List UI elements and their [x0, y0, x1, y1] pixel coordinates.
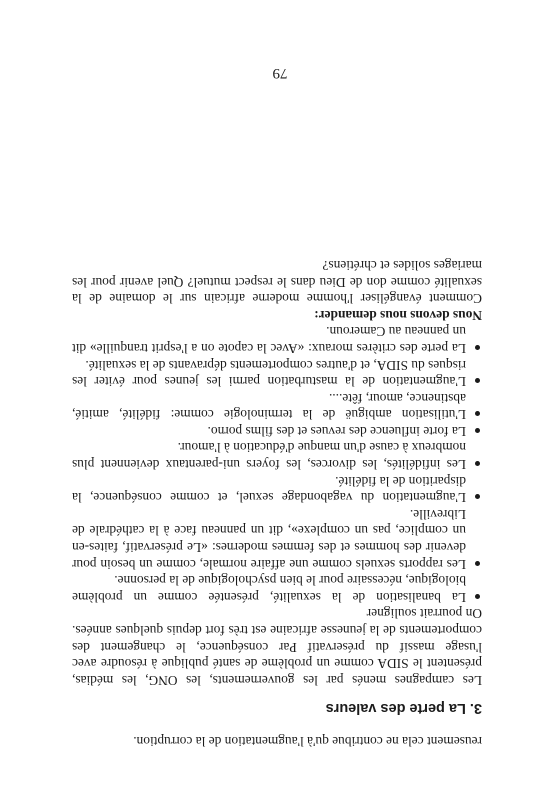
question-subheading: Nous devons nous demander: [314, 307, 482, 323]
section-heading: 3. La perte des valeurs [325, 700, 482, 717]
bullet-icon [475, 411, 480, 416]
bullet-icon [475, 561, 480, 566]
list-item-text: Les rapports sexuels comme une affaire normale, comme un besoin pour devenir des hommes et des femmes modernes: «Le préservatif, faites-en un complice, pas un complexe», dit un panneau face à la cathédrale de Libreville. [72, 506, 466, 572]
list-item-text: La forte influence des revues et des films porno. [207, 423, 466, 439]
list-item-text: La banalisation de la sexualité, présentée comme un problème biologique, nécessaire pour le bien psychologique de la personne. [72, 573, 466, 605]
list-item-text: Les infidélités, les divorces, les foyers uni-parentaux deviennent plus nombreux à cause d'un manque d'éducation à l'amour. [72, 440, 466, 473]
bullet-list [72, 323, 482, 605]
bullet-icon [475, 345, 480, 350]
list-item [72, 472, 482, 505]
closing-paragraph: Comment évangéliser l'homme moderne africain sur le domaine de la sexualité comme don de Dieu dans le respect mutuel? Quel avenir pour les mariages solides et chrétiens? [72, 257, 482, 307]
bullet-icon [475, 428, 480, 433]
list-item-text: L'augmentation de la masturbation parmi les jeunes pour éviter les risques du SIDA, et d'autres comportements dépravants de la sexualité. [72, 357, 466, 390]
list-item-text: La perte des critères moraux: «Avec la capote on a l'esprit tranquille» dit un panneau au Cameroun. [72, 324, 466, 356]
list-item-text: L'augmentation du vagabondage sexuel, et comme conséquence, la disparition de la fidélité. [72, 473, 466, 506]
list-item [72, 422, 482, 439]
list-item [72, 439, 482, 472]
list-item [72, 389, 482, 422]
list-item [72, 323, 482, 356]
bullet-icon [475, 494, 480, 499]
main-paragraph: Les campagnes menés par les gouvernements, les ONG, les médias, présentent le SIDA comme un problème de santé publique à résoudre avec l'usage massif du préservatif Par conséquence, le changement des comportements de la jeunesse africaine est très fort depuis quelques années. On pourrait souligner [72, 606, 482, 688]
bullet-icon [475, 378, 480, 383]
intro-paragraph: reusement cela ne contribue qu'à l'augmentation de la corruption. [133, 734, 482, 749]
list-item [72, 356, 482, 389]
bullet-icon [475, 461, 480, 466]
page-number: 79 [272, 65, 288, 81]
bullet-icon [475, 594, 480, 599]
list-item [72, 505, 482, 571]
list-item-text: L'utilisation ambiguë de la terminologie comme: fidélité, amitié, abstinence, amour, fête.... [72, 390, 466, 423]
list-item [72, 572, 482, 605]
page-content [72, 256, 482, 749]
